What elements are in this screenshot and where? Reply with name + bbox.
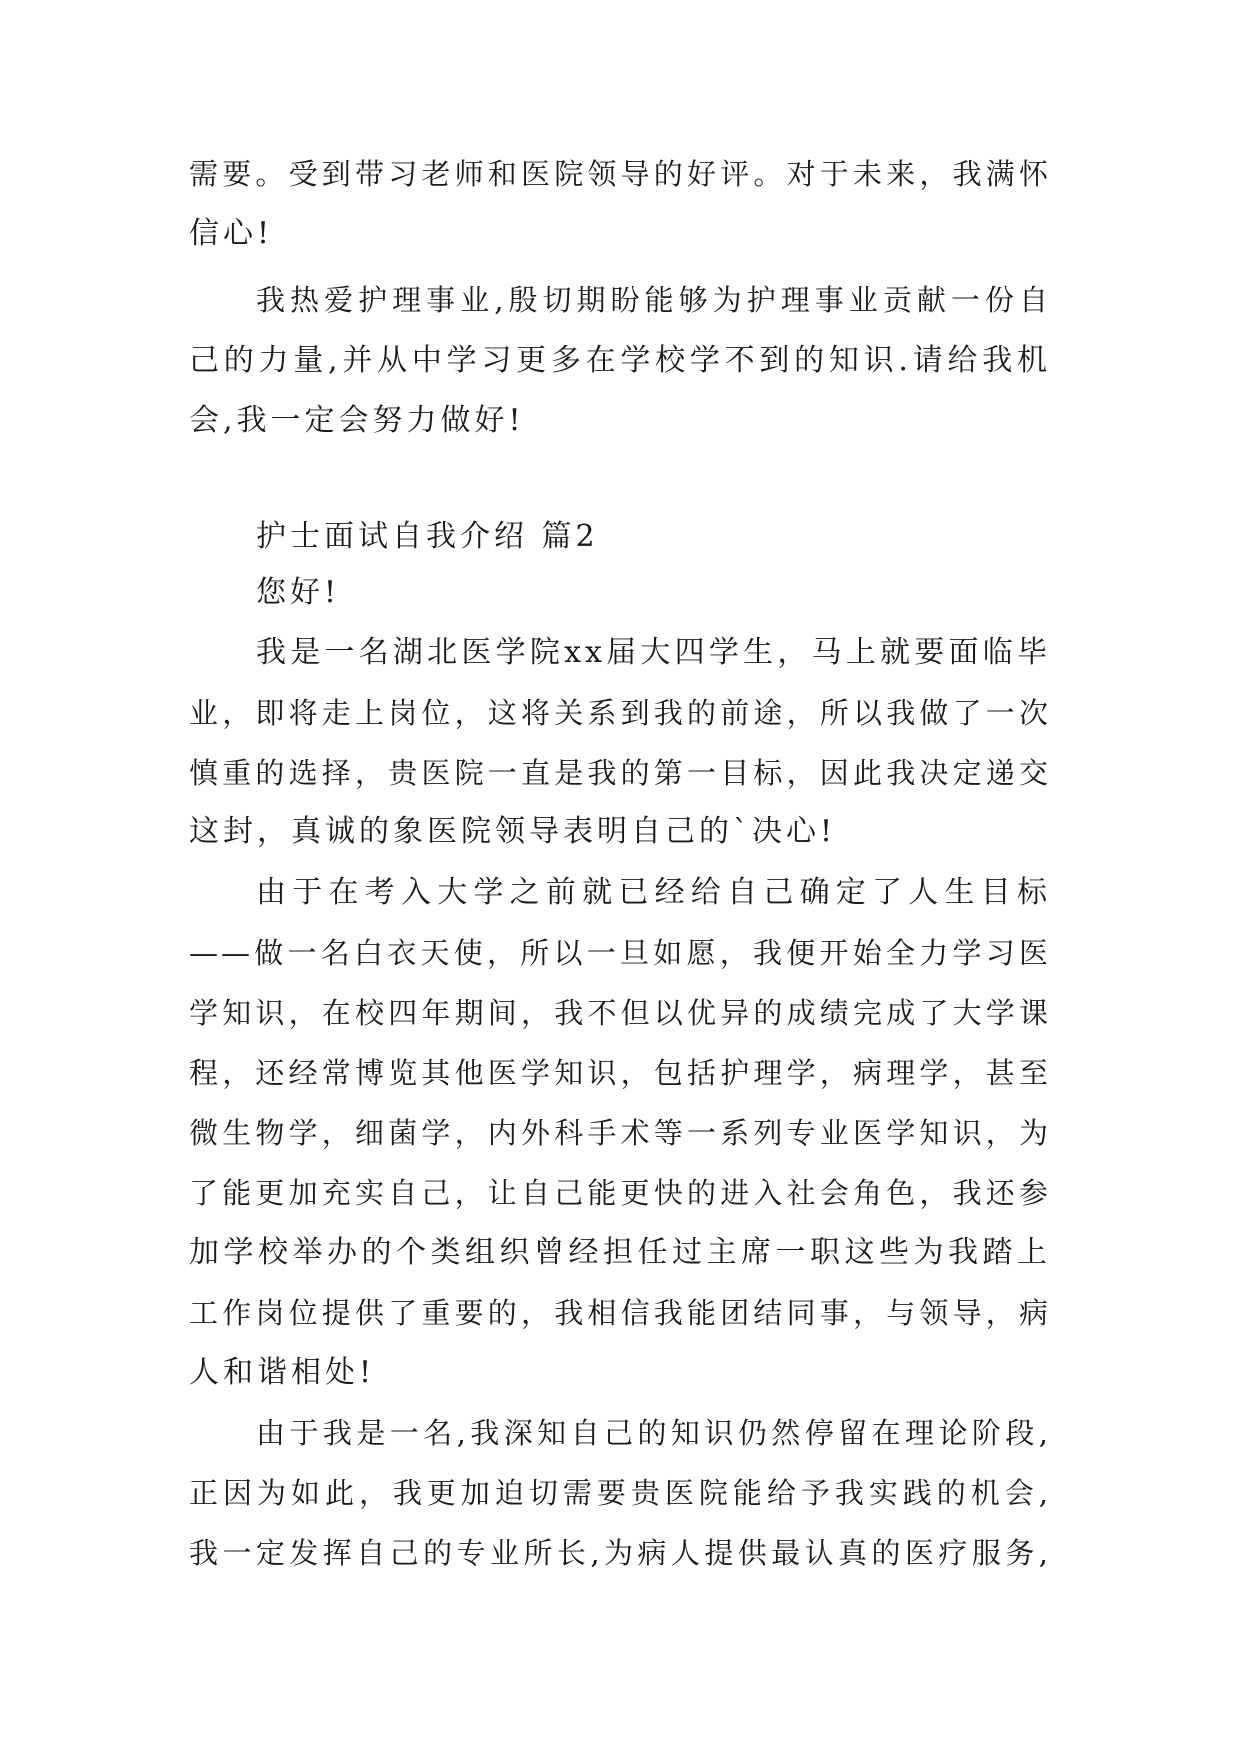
text-line: 会,我一定会努力做好! bbox=[189, 403, 525, 438]
text-line: 了能更加充实自己，让自己能更快的进入社会角色，我还参 bbox=[189, 1176, 1051, 1210]
text-line: 由于我是一名,我深知自己的知识仍然停留在理论阶段, bbox=[256, 1416, 1051, 1450]
text-line: 我热爱护理事业,殷切期盼能够为护理事业贡献一份自 bbox=[256, 283, 1051, 317]
text-line: 需要。受到带习老师和医院领导的好评。对于未来，我满怀 bbox=[189, 157, 1051, 191]
text-line: 由于在考入大学之前就已经给自己确定了人生目标 bbox=[256, 875, 1051, 910]
text-line: 微生物学，细菌学，内外科手术等一系列专业医学知识，为 bbox=[189, 1116, 1051, 1150]
text-line: 业，即将走上岗位，这将关系到我的前途，所以我做了一次 bbox=[189, 696, 1051, 730]
text-line: 人和谐相处! bbox=[189, 1355, 376, 1390]
text-line: ——做一名白衣天使，所以一旦如愿，我便开始全力学习医 bbox=[189, 936, 1051, 970]
text-line: 正因为如此，我更加迫切需要贵医院能给予我实践的机会, bbox=[189, 1476, 1051, 1510]
text-line: 我一定发挥自己的专业所长,为病人提供最认真的医疗服务, bbox=[189, 1536, 1051, 1570]
text-line: 加学校举办的个类组织曾经担任过主席一职这些为我踏上 bbox=[189, 1235, 1051, 1270]
text-line: 这封，真诚的象医院领导表明自己的`决心! bbox=[189, 814, 837, 849]
section-title: 护士面试自我介绍 篇2 bbox=[256, 519, 599, 554]
text-line: 您好! bbox=[256, 575, 341, 610]
text-line: 慎重的选择，贵医院一直是我的第一目标，因此我决定递交 bbox=[189, 756, 1051, 790]
text-line: 己的力量,并从中学习更多在学校学不到的知识.请给我机 bbox=[189, 343, 1051, 378]
text-line: 信心! bbox=[189, 216, 274, 251]
text-line: 我是一名湖北医学院xx届大四学生，马上就要面临毕 bbox=[256, 635, 1051, 670]
text-line: 学知识，在校四年期间，我不但以优异的成绩完成了大学课 bbox=[189, 996, 1051, 1030]
text-line: 工作岗位提供了重要的，我相信我能团结同事，与领导，病 bbox=[189, 1296, 1051, 1330]
text-line: 程，还经常博览其他医学知识，包括护理学，病理学，甚至 bbox=[189, 1056, 1051, 1090]
